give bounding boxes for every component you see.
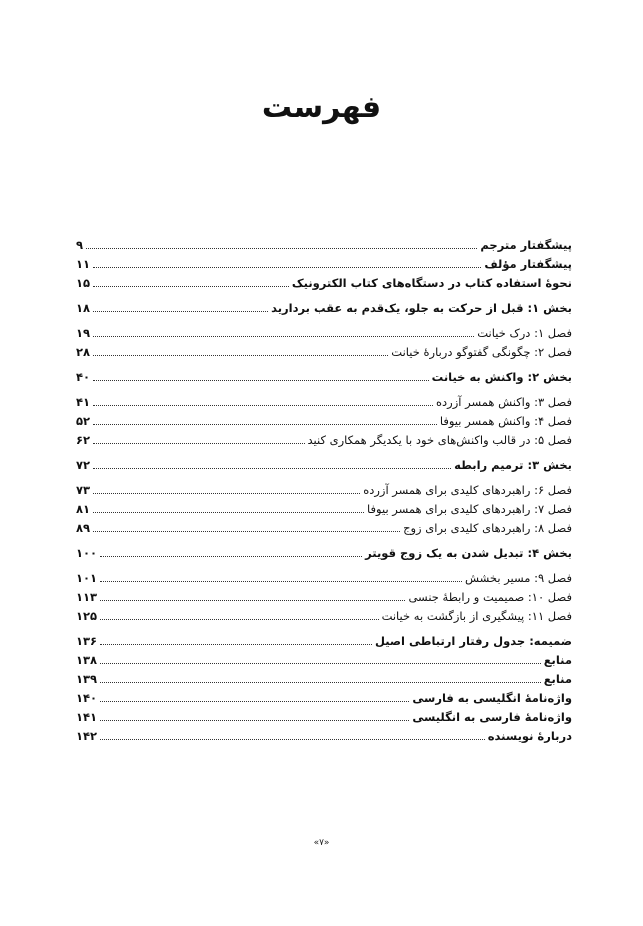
toc-entry-label: فصل ۶: راهبردهای کلیدی برای همسر آزرده xyxy=(363,483,572,497)
dot-leader xyxy=(93,355,388,356)
dot-leader xyxy=(93,267,481,268)
dot-leader xyxy=(93,512,364,513)
toc-entry xyxy=(76,368,572,387)
toc-entry xyxy=(76,236,572,255)
toc-entry-page: ۱۳۸ xyxy=(76,653,98,667)
dot-leader xyxy=(93,468,451,469)
toc-entry xyxy=(76,632,572,651)
toc-entry xyxy=(76,412,572,431)
toc-entry-label: واژه‌نامهٔ فارسی به انگلیسی xyxy=(412,710,572,724)
toc-entry-page: ۱۳۶ xyxy=(76,634,98,648)
toc-entry-page: ۱۴۰ xyxy=(76,691,98,705)
toc-entry-label: نحوهٔ استفاده کتاب در دستگاه‌های کتاب الکترونیک xyxy=(291,276,572,290)
toc-entry-label: فصل ۳: واکنش همسر آزرده xyxy=(436,395,572,409)
toc-entry-page: ۱۴۱ xyxy=(76,710,98,724)
page-title: فهرست xyxy=(261,90,382,125)
toc-entry-page: ۶۲ xyxy=(76,433,91,447)
toc-entry xyxy=(76,689,572,708)
dot-leader xyxy=(100,644,372,645)
toc-entry xyxy=(76,481,572,500)
toc-entry-page: ۹ xyxy=(76,238,84,252)
dot-leader xyxy=(93,443,304,444)
toc-entry xyxy=(76,569,572,588)
dot-leader xyxy=(93,380,429,381)
toc-entry-label: فصل ۴: واکنش همسر بیوفا xyxy=(439,414,572,428)
toc-entry-page: ۷۲ xyxy=(76,458,91,472)
toc-entry xyxy=(76,299,572,318)
dot-leader xyxy=(100,600,405,601)
toc-entry-label: فصل ۹: مسیر بخشش xyxy=(465,571,572,585)
toc-entry xyxy=(76,607,572,626)
toc-entry xyxy=(76,255,572,274)
toc-entry xyxy=(76,708,572,727)
table-of-contents xyxy=(76,236,572,746)
dot-leader xyxy=(100,581,462,582)
toc-entry xyxy=(76,324,572,343)
toc-entry-label: فصل ۲: چگونگی گفتوگو دربارهٔ خیانت xyxy=(391,345,572,359)
toc-entry-page: ۱۳۹ xyxy=(76,672,98,686)
toc-entry-label: فصل ۵: در قالب واکنش‌های خود با یکدیگر همکاری کنید xyxy=(307,433,572,447)
toc-entry-page: ۱۰۱ xyxy=(76,571,98,585)
dot-leader xyxy=(100,701,409,702)
toc-entry-page: ۸۱ xyxy=(76,502,91,516)
toc-entry-label: فصل ۱: درک خیانت xyxy=(477,326,572,340)
toc-entry-label: بخش ۳: ترمیم رابطه xyxy=(454,458,572,472)
toc-entry-label: فصل ۱۱: پیشگیری از بازگشت به خیانت xyxy=(381,609,572,623)
toc-entry-page: ۴۰ xyxy=(76,370,91,384)
dot-leader xyxy=(100,720,409,721)
dot-leader xyxy=(93,531,400,532)
toc-entry xyxy=(76,544,572,563)
toc-entry-label: ضمیمه: جدول رفتار ارتباطی اصیل xyxy=(374,634,572,648)
toc-entry-page: ۷۳ xyxy=(76,483,91,497)
toc-entry-label: دربارهٔ نویسنده xyxy=(487,729,572,743)
toc-entry xyxy=(76,727,572,746)
toc-entry xyxy=(76,670,572,689)
dot-leader xyxy=(100,663,541,664)
toc-entry-page: ۱۸ xyxy=(76,301,91,315)
toc-entry-page: ۱۱ xyxy=(76,257,91,271)
toc-entry-page: ۴۱ xyxy=(76,395,91,409)
dot-leader xyxy=(93,311,268,312)
toc-entry-label: بخش ۴: تبدیل شدن به یک زوج قویتر xyxy=(365,546,572,560)
dot-leader xyxy=(100,556,362,557)
toc-entry-page: ۸۹ xyxy=(76,521,91,535)
dot-leader xyxy=(93,336,474,337)
dot-leader xyxy=(93,405,433,406)
page-number: «۷» xyxy=(313,838,330,848)
dot-leader xyxy=(93,286,289,287)
toc-entry-label: فصل ۸: راهبردهای کلیدی برای زوج xyxy=(403,521,572,535)
toc-entry-label: پیشگفتار مؤلف xyxy=(484,257,572,271)
toc-entry-page: ۱۴۲ xyxy=(76,729,98,743)
toc-entry-label: منابع xyxy=(543,653,572,667)
toc-entry-label: پیشگفتار مترجم xyxy=(480,238,572,252)
toc-entry xyxy=(76,456,572,475)
toc-entry-label: بخش ۱: قبل از حرکت به جلو، یک‌قدم به عقب بردارید xyxy=(271,301,572,315)
dot-leader xyxy=(100,619,379,620)
toc-entry xyxy=(76,500,572,519)
toc-entry-page: ۱۰۰ xyxy=(76,546,98,560)
toc-entry-label: منابع xyxy=(543,672,572,686)
toc-entry-page: ۲۸ xyxy=(76,345,91,359)
toc-entry-page: ۱۲۵ xyxy=(76,609,98,623)
toc-entry xyxy=(76,274,572,293)
dot-leader xyxy=(86,248,477,249)
toc-entry-label: فصل ۱۰: صمیمیت و رابطهٔ جنسی xyxy=(408,590,572,604)
dot-leader xyxy=(93,424,437,425)
toc-entry xyxy=(76,393,572,412)
toc-entry-label: فصل ۷: راهبردهای کلیدی برای همسر بیوفا xyxy=(367,502,572,516)
toc-entry-page: ۱۱۳ xyxy=(76,590,98,604)
dot-leader xyxy=(100,682,541,683)
toc-entry xyxy=(76,588,572,607)
dot-leader xyxy=(93,493,360,494)
toc-entry-page: ۵۲ xyxy=(76,414,91,428)
toc-entry-page: ۱۵ xyxy=(76,276,91,290)
toc-entry xyxy=(76,519,572,538)
toc-entry-label: واژه‌نامهٔ انگلیسی به فارسی xyxy=(412,691,572,705)
toc-entry xyxy=(76,343,572,362)
toc-entry-label: بخش ۲: واکنش به خیانت xyxy=(431,370,572,384)
toc-entry-page: ۱۹ xyxy=(76,326,91,340)
toc-entry xyxy=(76,431,572,450)
toc-entry xyxy=(76,651,572,670)
dot-leader xyxy=(100,739,485,740)
